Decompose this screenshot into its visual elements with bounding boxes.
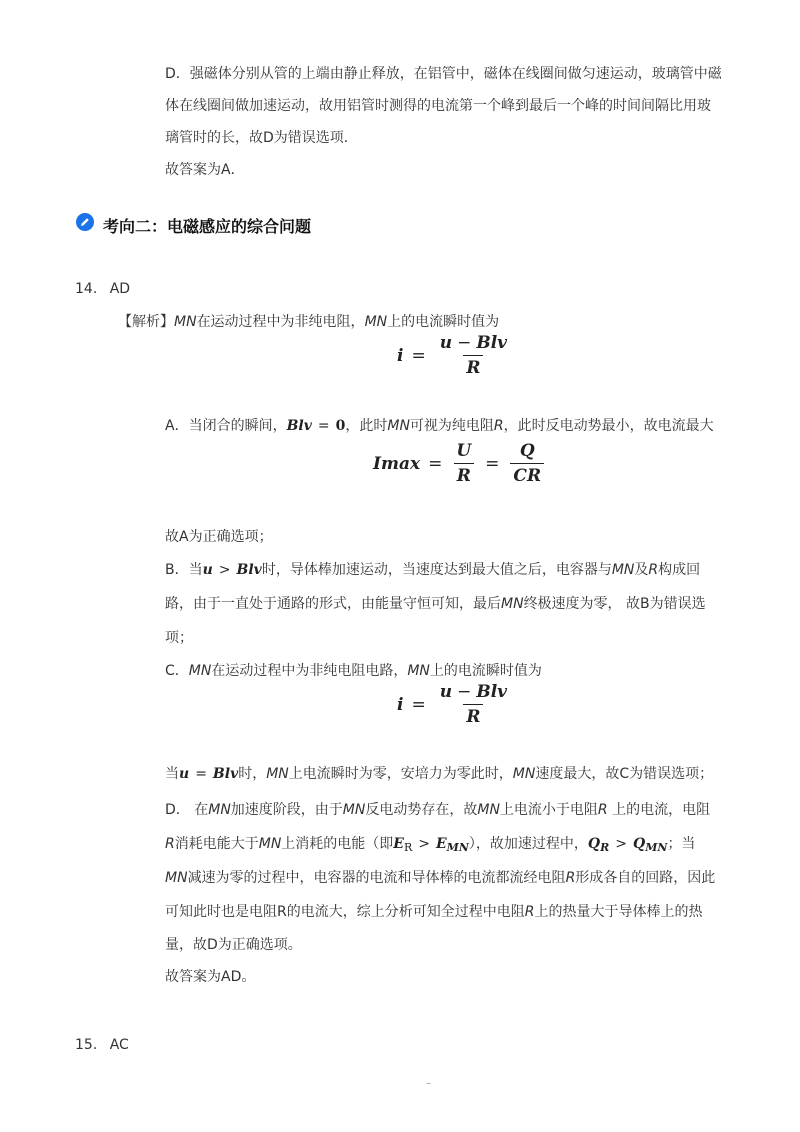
frac-num-a: u <box>439 333 453 353</box>
math-e: E <box>436 836 447 852</box>
mn-var: MN <box>387 418 410 434</box>
formula-current-1 <box>397 333 513 378</box>
frac-den: CR <box>513 466 542 486</box>
math-zero: 0 <box>335 418 346 434</box>
formula-eq: = <box>411 345 426 366</box>
text-run: 当 <box>165 766 179 782</box>
text-run: ；当 <box>667 836 696 852</box>
q14-number: 14. <box>75 281 98 297</box>
q14-final-answer: 故答案为AD。 <box>165 969 256 985</box>
text-run: 路，由于一直处于通路的形式，由能量守恒可知，最后 <box>165 596 501 612</box>
q14-option-d-line-2 <box>165 834 695 858</box>
math-sub: R <box>403 841 413 854</box>
frac-den: R <box>456 466 471 486</box>
text-run: 及 <box>634 562 649 578</box>
text-run: 上消耗的电能（即 <box>281 836 394 852</box>
formula-eq: = <box>485 453 500 474</box>
r-var: R <box>597 802 608 818</box>
math-e: E <box>393 836 404 852</box>
mn-var: MN <box>611 562 635 578</box>
text-run: 反电动势存在，故 <box>365 802 478 818</box>
text-run: A．当闭合的瞬间， <box>165 418 287 434</box>
text-run: D． 在 <box>165 802 209 818</box>
q14-answer: AD <box>109 281 131 297</box>
formula-lhs: i <box>397 345 404 366</box>
q14-header <box>75 281 130 297</box>
text-run: 速度最大，故C为错误选项； <box>535 766 714 782</box>
frac-num: U <box>456 441 472 461</box>
mn-var: MN <box>266 766 289 782</box>
formula-fraction <box>437 682 510 727</box>
mn-var: MN <box>174 314 197 330</box>
formula-fraction-1 <box>453 441 474 486</box>
math-blv: Blv <box>212 766 239 782</box>
r-var: R <box>493 418 504 434</box>
mn-var: MN <box>477 802 500 818</box>
text-run: 终极速度为零， 故B为错误选 <box>523 596 706 612</box>
q15-answer: AC <box>109 1037 129 1053</box>
top-d-line-1: D．强磁体分别从管的上端由静止释放，在铝管中，磁体在线圈间做匀速运动，玻璃管中磁 <box>165 66 722 82</box>
text-run: 消耗电能大于 <box>174 836 259 852</box>
text-run: B．当 <box>165 562 203 578</box>
text-run: 上电流瞬时为零，安培力为零此时， <box>288 766 513 782</box>
top-answer: 故答案为A． <box>165 162 245 178</box>
q14-intro <box>118 312 499 332</box>
q14-option-a <box>165 416 714 436</box>
text-run: 上电流小于电阻 <box>499 802 598 818</box>
text-run: 时，导体棒加速运动，当速度达到最大值之后，电容器与 <box>261 562 612 578</box>
frac-num-op: − <box>457 682 472 702</box>
text-run: C． <box>165 663 189 679</box>
mn-var: MN <box>364 314 388 330</box>
q14-option-d-line-3 <box>165 868 715 888</box>
math-sub: MN <box>645 841 668 854</box>
formula-lhs: i <box>397 694 404 715</box>
q14-option-b-line-3: 项； <box>165 630 193 646</box>
formula-eq: = <box>411 694 426 715</box>
top-d-line-3: 璃管时的长，故D为错误选项． <box>165 130 358 146</box>
text-run: 构成回 <box>658 562 701 578</box>
formula-fraction-2 <box>510 441 544 486</box>
q14-option-d-line-5: 量，故D为正确选项。 <box>165 937 302 953</box>
text-run: 上的热量大于导体棒上的热 <box>534 904 703 920</box>
q14-option-d-line-4 <box>165 902 702 922</box>
math-u: u <box>179 766 190 782</box>
math-eq: = <box>195 766 207 782</box>
mn-var: MN <box>165 870 188 886</box>
text-run: 可视为纯电阻 <box>409 418 494 434</box>
math-gt: > <box>218 562 231 578</box>
math-q: Q <box>633 836 646 852</box>
top-d-line-2: 体在线圈间做加速运动，故用铝管时测得的电流第一个峰到最后一个峰的时间间隔比用玻 <box>165 98 711 114</box>
q14-option-b-line-1 <box>165 560 700 580</box>
text-run: 上的电流，电阻 <box>607 802 711 818</box>
text-run: 时， <box>238 766 267 782</box>
math-eq: = <box>317 418 330 434</box>
formula-lhs: Imax <box>373 453 421 474</box>
text-run: ，此时反电动势最小，故电流最大 <box>503 418 714 434</box>
formula-current-2 <box>397 682 513 727</box>
section-title: 考向二：电磁感应的综合问题 <box>103 217 312 236</box>
mn-var: MN <box>258 836 282 852</box>
math-gt: > <box>418 836 430 852</box>
math-sub: R <box>600 841 610 854</box>
r-var: R <box>648 562 659 578</box>
mn-var: MN <box>208 802 231 818</box>
math-blv: Blv <box>236 562 262 578</box>
mn-var: MN <box>501 596 524 612</box>
formula-eq: = <box>428 453 443 474</box>
page-footer-mark: – <box>426 1078 431 1089</box>
frac-den: R <box>466 707 481 727</box>
frac-den: R <box>466 358 481 378</box>
text-run: 加速度阶段，由于 <box>230 802 343 818</box>
text-run: 上的电流瞬时值为 <box>387 314 500 330</box>
text-run: ，此时 <box>345 418 388 434</box>
mn-var: MN <box>342 802 366 818</box>
text-run: 减速为零的过程中，电容器的电流和导体棒的电流都流经电阻 <box>187 870 566 886</box>
text-run: 上的电流瞬时值为 <box>429 663 542 679</box>
frac-num-b: Blv <box>476 682 508 702</box>
frac-num-a: u <box>439 682 453 702</box>
r-var: R <box>165 836 175 852</box>
r-var: R <box>565 870 576 886</box>
q14-a-conclusion: 故A为正确选项； <box>165 529 273 545</box>
math-sub: MN <box>446 841 469 854</box>
formula-imax <box>373 441 547 486</box>
text-run: 形成各自的回路，因此 <box>575 870 716 886</box>
mn-var: MN <box>512 766 536 782</box>
text-run: 可知此时也是电阻R的电流大，综上分析可知全过程中电阻 <box>165 904 525 920</box>
q14-option-c <box>165 661 542 681</box>
math-blv: Blv <box>286 418 312 434</box>
mn-var: MN <box>407 663 430 679</box>
q14-option-c-conclusion <box>165 764 713 784</box>
q15-header <box>75 1037 129 1053</box>
r-var: R <box>524 904 535 920</box>
q14-option-b-line-2 <box>165 594 706 614</box>
math-u: u <box>202 562 213 578</box>
frac-num-b: Blv <box>476 333 508 353</box>
math-q: Q <box>587 836 601 852</box>
q14-tag: 【解析】 <box>118 314 174 330</box>
text-run: ），故加速过程中， <box>468 836 588 852</box>
text-run: 在运动过程中为非纯电阻电路， <box>211 663 408 679</box>
q14-option-d-line-1 <box>165 800 710 820</box>
pencil-icon <box>76 213 94 231</box>
frac-num: Q <box>519 441 535 461</box>
formula-fraction <box>437 333 510 378</box>
math-gt: > <box>615 836 627 852</box>
frac-num-op: − <box>457 333 472 353</box>
q15-number: 15. <box>75 1037 98 1053</box>
text-run: 在运动过程中为非纯电阻， <box>196 314 365 330</box>
mn-var: MN <box>188 663 212 679</box>
